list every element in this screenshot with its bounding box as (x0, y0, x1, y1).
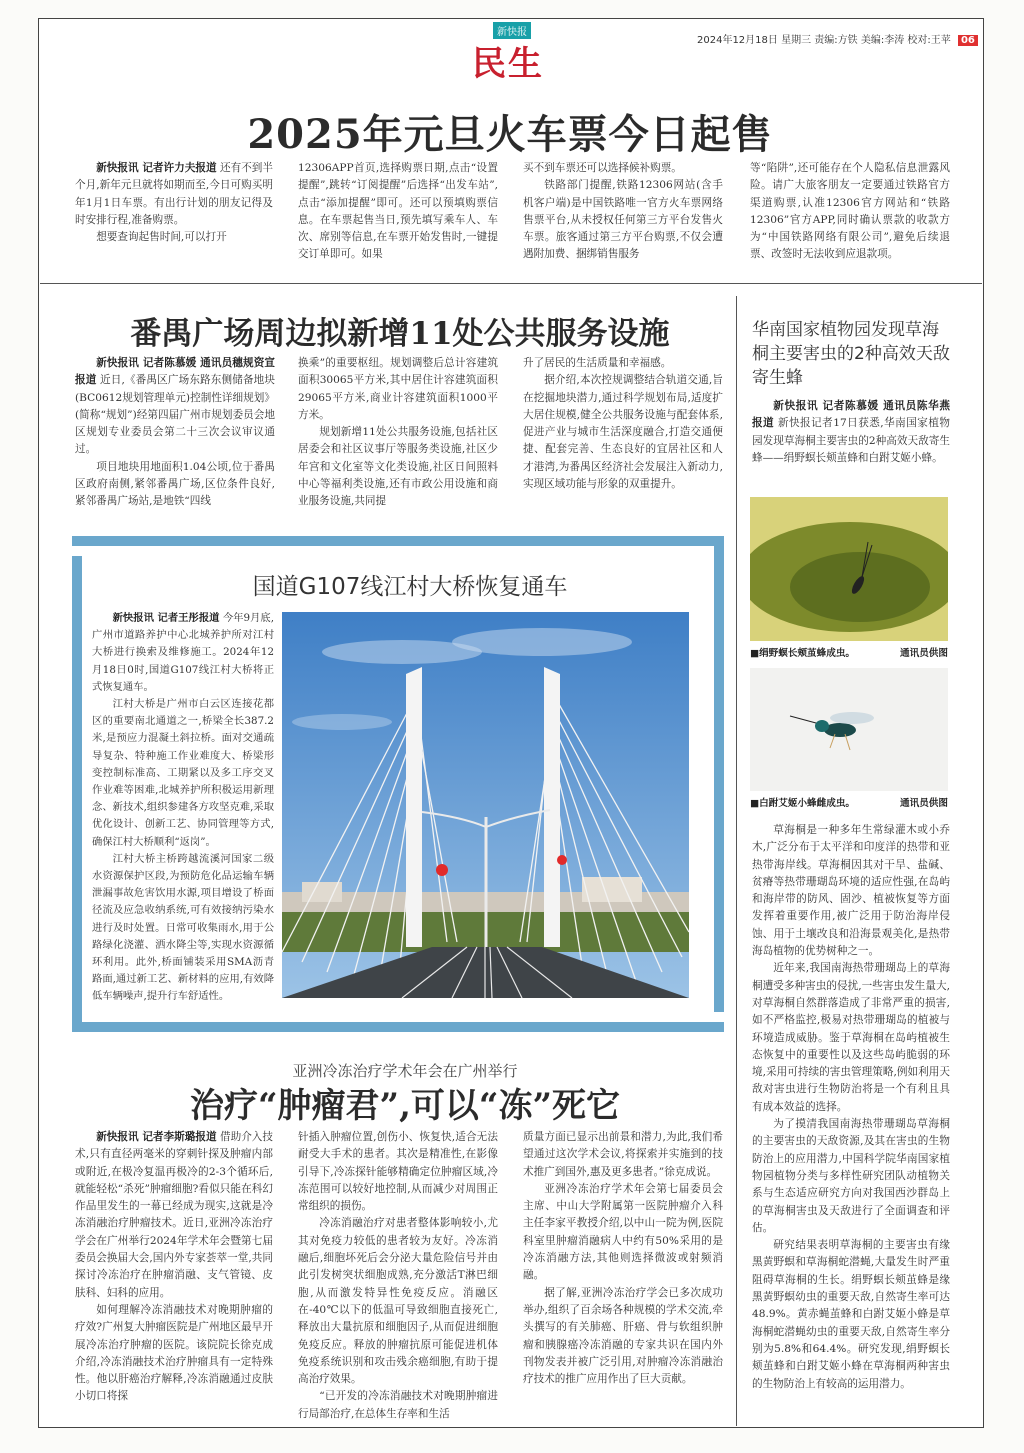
cryo-paragraph: 如何理解冷冻消融技术对晚期肿瘤的疗效?广州复大肿瘤医院是广州地区最早开展冷冻治疗肿瘤的医院。该院院长徐克成介绍,冷冻消融技术治疗肿瘤具有一定特殊性。他以肝癌治疗解释,冷冻消融通过皮肤小切口将探 (75, 1303, 273, 1403)
plant-headline: 华南国家植物园发现草海桐主要害虫的2种高效天敌寄生蜂 (752, 320, 950, 388)
train-headline: 2025年元旦火车票今日起售 (247, 111, 773, 158)
bridge-paragraph: 江村大桥主桥跨越流溪河国家二级水资源保护区段,为预防危化品运输车辆泄漏事故危害饮用水源,项目增设了桥面径流及应急收纳系统,可有效接纳污染水进行及时处置。日常可收集雨水,用于公路绿化浇灌、洒水降尘等,实现水资源循环利用。此外,桥面铺装采用SMA沥青路面,通过新工艺、新材料的应用,有效降低车辆噪声,提升行车舒适性。 (92, 852, 274, 1003)
panyu-paragraph: 规划新增11处公共服务设施,包括社区居委会和社区议事厅等服务类设施,社区少年宫和文化室等文化类设施,社区日间照料中心等福利类设施,还有市政公用设施和商业服务设施,共同提 (298, 426, 498, 508)
page-number-badge: 06 (958, 35, 978, 46)
panyu-paragraph: 升了居民的生活质量和幸福感。 (523, 357, 672, 369)
train-column-3 (523, 160, 723, 264)
photo-credit: 通讯员供图 (900, 798, 948, 809)
plant-paragraph: 研究结果表明草海桐的主要害虫有缘黑黄野螟和草海桐蛇潜蝇,大量发生时严重阻碍草海桐的生长。绢野螟长颊茧蜂是缘黑黄野螟幼虫的重要天敌,自然寄生率可达48.9%。黄赤蝇茧蜂和白跗艾姬小蜂是草海桐蛇潜蝇幼虫的重要天敌,自然寄生率分别为5.8%和64.4%。研究发现,绢野螟长颊茧蜂和白跗艾姬小蜂在草海桐两种害虫的生物防治上有较高的运用潜力。 (752, 1239, 950, 1390)
bridge-pylon-right (544, 667, 560, 947)
plant-paragraph: 草海桐是一种多年生常绿灌木或小乔木,广泛分布于太平洋和印度洋的热带和亚热带海岸线。草海桐因其对干旱、盐碱、贫瘠等热带珊瑚岛环境的适应性强,在岛屿和海岸带的防风、固沙、植被恢复等方面发挥着重要作用,被广泛用于防治海岸侵蚀、用于土壤改良和沿海景观美化,是热带海岛植物的优势树种之一。 (752, 824, 950, 958)
plant-lead-text: 新快报记者17日获悉,华南国家植物园发现草海桐主要害虫的2种高效天敌寄生蜂——绢野螟长颊茧蜂和白跗艾姬小蜂。 (752, 417, 950, 464)
designer-credit: 美编:李涛 (860, 35, 905, 46)
bridge-headline: 国道G107线江村大桥恢复通车 (252, 574, 568, 600)
photo-1-caption (750, 645, 948, 659)
plant-paragraph: 为了摸清我国南海热带珊瑚岛草海桐的主要害虫的天敌资源,及其在害虫的生物防治上的应用潜力,中国科学院华南国家植物园植物分类与多样性研究团队动植物关系与生态适应研究方向对我国西沙群岛上的草海桐害虫及天敌进行了全面调查和评估。 (752, 1118, 950, 1234)
issue-info (697, 31, 978, 46)
plant-lead (752, 398, 950, 467)
panyu-column-2 (298, 355, 498, 511)
panyu-paragraph: 近日,《番禺区广场东路东侧储备地块(BC0612规划管理单元)控制性详细规划》(简称“规划”)经第四届广州市规划委员会地区规划专业委员会第二十三次会议审议通过。 (75, 374, 276, 456)
cryo-paragraph: 质量方面已显示出前景和潜力,为此,我们希望通过这次学术会议,将探索并实施到的技术推广到国外,惠及更多患者。”徐克成说。 (523, 1131, 723, 1178)
train-paragraph: 买不到车票还可以选择候补购票。 (523, 162, 682, 174)
cryo-column-3 (523, 1129, 723, 1388)
cryo-paragraph: “已开发的冷冻消融技术对晚期肿瘤进行局部治疗,在总体生存率和生活 (298, 1390, 498, 1420)
plant-body (752, 822, 950, 1393)
frame-notch (714, 1012, 724, 1022)
column-divider (736, 296, 737, 1426)
bridge-photo (282, 612, 689, 998)
train-paragraph: 12306APP首页,选择购票日期,点击“设置提醒”,跳转“订阅提醒”后选择“出发车站”,点击“添加提醒”即可。还可以预填购票信息。在车票起售当日,预先填写乘车人、车次、席别等信息,在车票开始发售时,一键提交订单即可。如果 (298, 162, 498, 261)
train-byline: 新快报讯 记者许力夫报道 (96, 162, 217, 174)
photo-credit: 通讯员供图 (900, 648, 948, 659)
panyu-paragraph: 项目地块用地面积1.04公顷,位于番禺区政府南侧,紧邻番禺广场,区位条件良好,紧邻番禺广场站,是地铁“四线 (75, 460, 275, 508)
bridge-illustration (282, 612, 689, 998)
train-paragraph: 想要查询起售时间,可以打开 (96, 231, 227, 244)
panyu-byline: 新快报讯 记者陈慕媛 通讯员穗规资宣报道 (75, 357, 275, 387)
panyu-paragraph: 据介绍,本次控规调整结合轨道交通,旨在挖掘地块潜力,通过科学规划布局,适度扩大居住规模,健全公共服务设施与配套体系,促进产业与城市生活深度融合,打造交通便捷、配套完善、生态良好的宜居社区和人才港湾,为番禺区经济社会发展注入新动力,实现区域功能与形象的双重提升。 (523, 374, 723, 491)
issue-weekday: 星期三 (781, 35, 812, 46)
caption-text: ■白跗艾姬小蜂雌成虫。 (750, 798, 856, 809)
train-column-2 (298, 160, 498, 264)
wasp-photo-1 (750, 497, 948, 641)
cryo-headline: 治疗“肿瘤君”,可以“冻”死它 (189, 1086, 621, 1126)
train-paragraph: 还有不到半个月,新年元旦就将如期而至,今日可购买明年1月1日车票。有出行计划的朋友记得及时安排行程,准备购票。 (75, 162, 274, 226)
panyu-paragraph: 换乘”的重要枢纽。规划调整后总计容建筑面积30065平方米,其中居住计容建筑面积29065平方米,商业计容建筑面积1000平方米。 (298, 357, 498, 421)
editor-credit: 责编:方铁 (814, 35, 858, 46)
frame-notch (72, 546, 82, 556)
train-paragraph: 铁路部门提醒,铁路12306网站(含手机客户端)是中国铁路唯一官方火车票网络售票平台,从未授权任何第三方平台发售火车票。旅客通过第三方平台购票,不仅会遭遇附加费、捆绑销售服务 (523, 179, 723, 261)
bridge-paragraph: 江村大桥是广州市白云区连接花都区的重要南北通道之一,桥梁全长387.2米,是预应力混凝土斜拉桥。面对交通疏导复杂、特种施工作业难度大、桥梁形变控制标准高、工期紧以及多工序交叉作业难等困难,北城养护所积极运用新理念、新技术,组织参建各方攻坚克难,采取优化设计、创新工艺、协同管理等方式,确保江村大桥顺利“返岗”。 (92, 698, 274, 848)
cryo-column-1 (75, 1129, 273, 1406)
proofreader-credit: 校对:王苹 (907, 35, 951, 46)
cryo-paragraph: 针插入肿瘤位置,创伤小、恢复快,适合无法耐受大手术的患者。其次是精准性,在影像引导下,冷冻探针能够精确定位肿瘤区域,冷冻范围可以较好地控制,从而减少对周围正常组织的损伤。 (298, 1131, 498, 1213)
bridge-byline: 新快报讯 记者王彤报道 (112, 612, 220, 624)
plant-paragraph: 近年来,我国南海热带珊瑚岛上的草海桐遭受多种害虫的侵扰,一些害虫发生量大,对草海桐自然群落造成了非常严重的损害,如不严格监控,极易对热带珊瑚岛的植被与环境造成威胁。鉴于草海桐在岛屿植被生态恢复中的重要性以及这些岛屿脆弱的环境,采用可持续的害虫管理策略,例如利用天敌对害虫进行生物防治将是一个有利且具有成本效益的选择。 (752, 962, 950, 1113)
train-column-4 (750, 160, 950, 264)
wasp-on-white-illustration (750, 668, 948, 791)
cryo-kicker: 亚洲冷冻治疗学术年会在广州举行 (292, 1062, 518, 1080)
plant-byline: 新快报讯 记者陈慕媛 通讯员陈华燕报道 (752, 400, 950, 430)
issue-date: 2024年12月18日 (697, 35, 778, 46)
wasp-on-leaf-illustration (750, 497, 948, 641)
bridge-pylon-left (406, 667, 422, 947)
section-divider (40, 283, 982, 284)
bridge-paragraph: 今年9月底,广州市道路养护中心北城养护所对江村大桥进行换索及维修施工。2024年12月18日0时,国道G107线江村大桥将正式恢复通车。 (92, 612, 275, 693)
bridge-body (92, 610, 274, 1006)
train-paragraph: 等“陷阱”,还可能存在个人隐私信息泄露风险。请广大旅客朋友一定要通过铁路官方渠道购票,认准12306官方网站和“铁路12306”官方APP,同时确认票款的收款方为“中国铁路网络有限公司”,避免后续退票、改签时无法收到应退款项。 (750, 162, 950, 261)
cryo-column-2 (298, 1129, 498, 1423)
cryo-paragraph: 亚洲冷冻治疗学术年会第七届委员会主席、中山大学附属第一医院肿瘤介入科主任李家平教授介绍,以中山一院为例,医院科室里肿瘤消融病人中约有50%采用的是冷冻消融方法,其他则选择微波或射频消融。 (523, 1182, 723, 1282)
brand-logo: 新快报 (493, 22, 531, 39)
cryo-paragraph: 借助介入技术,只有直径两毫米的穿刺针探及肿瘤内部或附近,在极冷复温再极冷的2-3个循环后,就能轻松“杀死”肿瘤细胞?看似只能在科幻作品里发生的一幕已经成为现实,这就是冷冻消融治疗肿瘤技术。近日,亚洲冷冻治疗学会在广州举行2024年学术年会暨第七届委员会换届大会,国内外专家荟萃一堂,共同探讨冷冻治疗在肿瘤消融、支气管镜、皮肤科、妇科的应用。 (75, 1131, 274, 1299)
panyu-headline: 番禺广场周边拟新增11处公共服务设施 (130, 316, 670, 352)
panyu-column-3 (523, 355, 723, 493)
caption-text: ■绢野螟长颊茧蜂成虫。 (750, 648, 856, 659)
section-title: 民生 (472, 44, 544, 84)
cryo-byline: 新快报讯 记者李斯璐报道 (96, 1131, 217, 1143)
cryo-paragraph: 据了解,亚洲冷冻治疗学会已多次成功举办,组织了百余场各种规模的学术交流,牵头撰写的有关肺癌、肝癌、骨与软组织肿瘤和胰腺癌冷冻消融的专家共识在国内外刊物发表并被广泛引用,对肿瘤冷冻消融治疗技术的推广应用作出了巨大贡献。 (523, 1286, 723, 1386)
train-column-1 (75, 160, 273, 246)
photo-2-caption (750, 795, 948, 809)
wasp-photo-2 (750, 668, 948, 791)
cryo-paragraph: 冷冻消融治疗对患者整体影响较小,尤其对免疫力较低的患者较为友好。冷冻消融后,细胞坏死后会分泌大量危险信号并由此引发树突状细胞成熟,充分激活T淋巴细胞,从而激发特异性免疫反应。消融区在-40℃以下的低温可导致细胞直接死亡,释放出大量抗原和细胞因子,从而促进细胞免疫反应。释放的肿瘤抗原可能促进机体免疫系统识别和攻击残余癌细胞,有助于提高治疗效果。 (298, 1217, 498, 1386)
panyu-column-1 (75, 355, 275, 511)
